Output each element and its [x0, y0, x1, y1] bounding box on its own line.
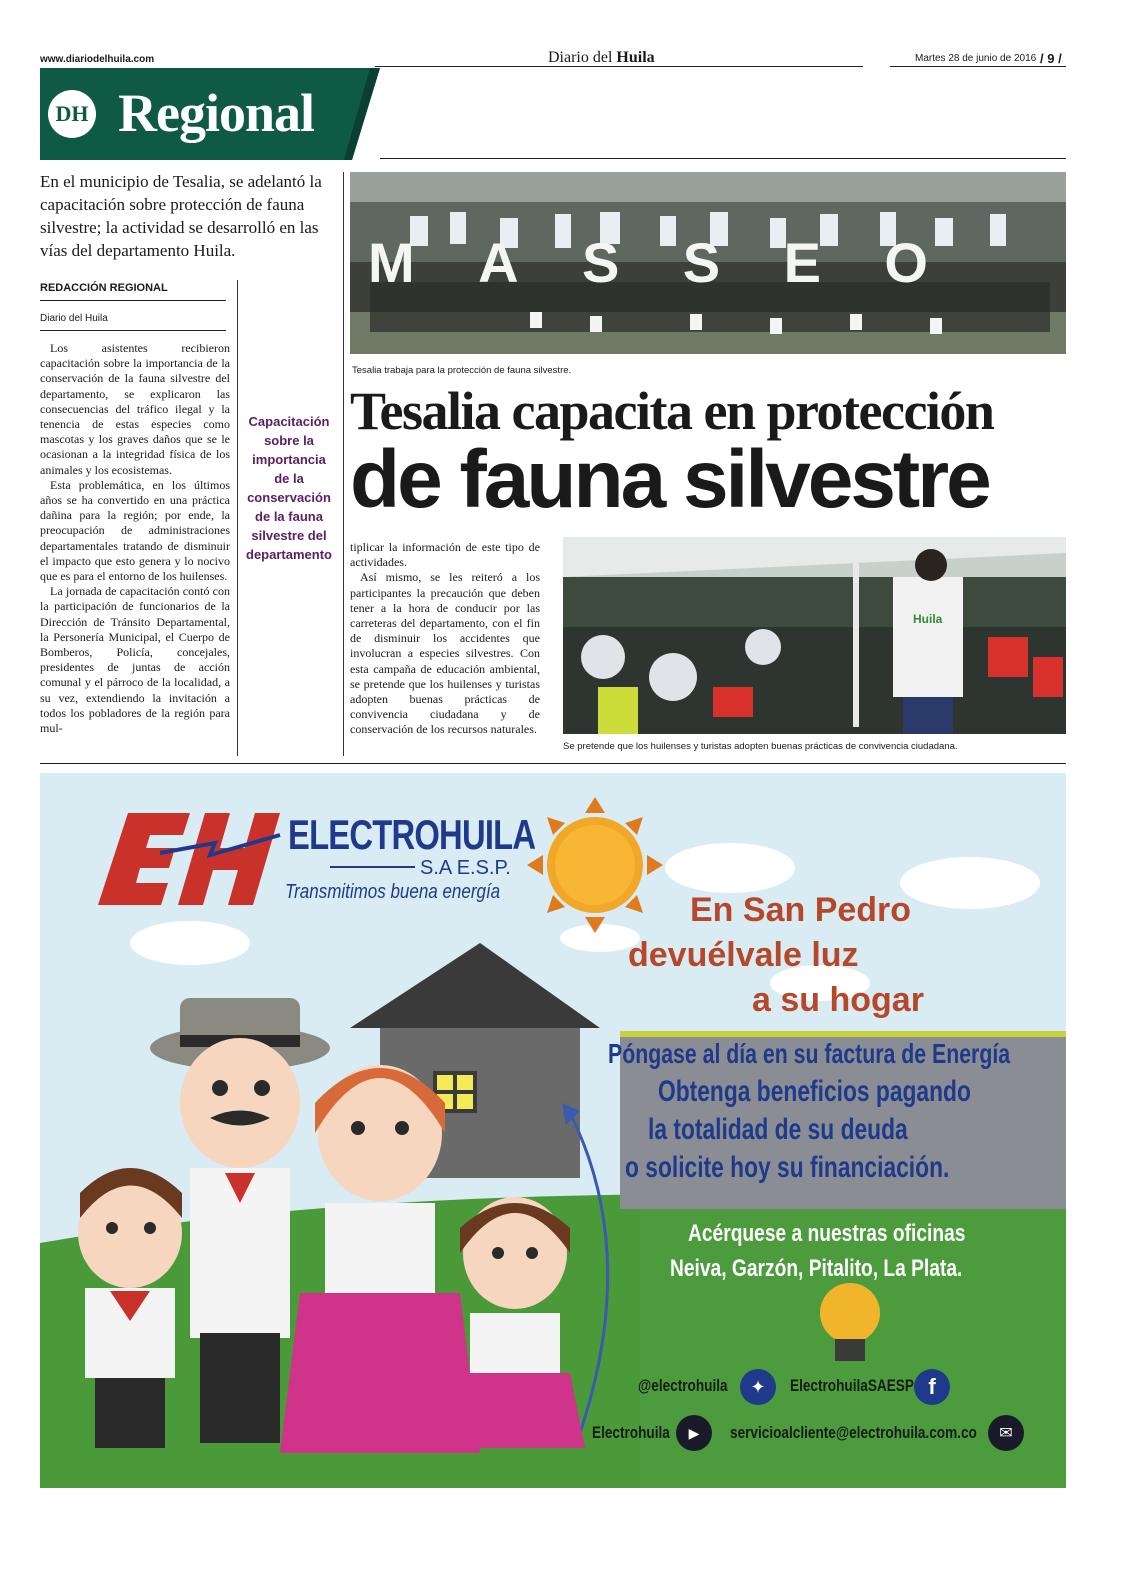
article-column-1	[40, 341, 230, 736]
email-icon[interactable]: ✉	[988, 1415, 1024, 1451]
brand-suffix: S.A E.S.P.	[420, 857, 511, 879]
offer-line-2: Obtenga beneficios pagando	[658, 1075, 971, 1108]
offer-line-3: la totalidad de su deuda	[648, 1113, 908, 1146]
ad-top-rule	[40, 763, 1066, 764]
source-rule	[40, 330, 226, 331]
paragraph: tiplicar la información de este tipo de actividades.	[350, 540, 540, 570]
sign-letter: E	[783, 231, 821, 294]
photo2-caption: Se pretende que los huilenses y turistas adopten buenas prácticas de convivencia ciudadana.	[563, 741, 958, 752]
youtube-channel[interactable]: Electrohuila	[592, 1423, 670, 1442]
photo1-caption: Tesalia trabaja para la protección de fauna silvestre.	[352, 365, 572, 376]
ad-headline-3: a su hogar	[752, 981, 924, 1019]
article-lead: En el municipio de Tesalia, se adelantó la capacitación sobre protección de fauna silvestre; la actividad se desarrolló en las vías del departamento Huila.	[40, 172, 322, 260]
sign-letter: M	[368, 231, 415, 294]
paragraph: Los asistentes recibieron capacitación sobre la importancia de la conservación de la fauna silvestre del departamento, se explicaron las consecuencias del tráfico ilegal y la tenencia de estas especies como mascotas y los graves daños que se le ocasionan a la integridad física de los animales y los ecosistemas.	[40, 341, 230, 477]
facebook-handle[interactable]: ElectrohuilaSAESP	[790, 1376, 914, 1395]
group-photo	[350, 172, 1066, 354]
sign-letter: S	[581, 231, 620, 294]
column-divider	[343, 172, 344, 756]
article-column-2	[350, 540, 540, 738]
sign-letter: O	[884, 231, 928, 294]
masthead-rule	[375, 66, 863, 67]
site-url[interactable]: www.diariodelhuila.com	[40, 54, 155, 65]
sign-letter: A	[478, 231, 519, 294]
dh-logo-badge: DH	[48, 90, 96, 138]
headline-line-2: de fauna silvestre	[350, 434, 989, 525]
ad-headline-1: En San Pedro	[690, 891, 912, 929]
paragraph: La jornada de capacitación contó con la participación de funcionarios de la Dirección de Tránsito Departamental, la Personería Municipal, el Cuerpo de Bomberos, Policía, concejales, presidentes de juntas de acción comunal y el párroco de la localidad, a su vez, extendiendo la invitación a todos los pobladores de la región para mul-	[40, 584, 230, 736]
shirt-logo: Huila	[913, 612, 943, 626]
offer-line-4: o solicite hoy su financiación.	[625, 1151, 950, 1184]
paper-name-part2: Huila	[616, 49, 655, 66]
offices-list: Neiva, Garzón, Pitalito, La Plata.	[670, 1255, 963, 1282]
workshop-photo	[563, 537, 1066, 734]
source: Diario del Huila	[40, 313, 108, 324]
pull-quote: Capacitación sobre la importancia de la conservación de la fauna silvestre del departamento	[246, 414, 332, 562]
page-date: Martes 28 de junio de 2016	[915, 53, 1037, 64]
sign-letters	[368, 230, 928, 295]
section-title: Regional	[118, 83, 315, 143]
page-number: / 9 /	[1040, 51, 1062, 66]
masthead-rule-right	[890, 66, 1066, 67]
twitter-icon[interactable]: ✦	[740, 1369, 776, 1405]
sun-icon	[527, 797, 663, 933]
brand-slogan: Transmitimos buena energía	[285, 881, 501, 903]
byline-rule	[40, 300, 226, 301]
offices-title: Acérquese a nuestras oficinas	[688, 1220, 966, 1247]
electrohuila-advertisement	[40, 773, 1066, 1488]
byline: REDACCIÓN REGIONAL	[40, 282, 168, 294]
twitter-handle[interactable]: @electrohuila	[638, 1376, 728, 1395]
paragraph: Esta problemática, en los últimos años se ha convertido en una práctica dañina para la región; por ende, la preocupación de administraciones departamentales tratando de disminuir el impacto que esto genera y lo nocivo que es para el entorno de los huilenses.	[40, 477, 230, 584]
paper-name-part1: Diario del	[548, 49, 617, 66]
youtube-icon[interactable]: ▶	[676, 1415, 712, 1451]
contact-email[interactable]: servicioalcliente@electrohuila.com.co	[730, 1423, 977, 1442]
paper-name	[548, 49, 655, 67]
brand-name: ELECTROHUILA	[288, 811, 536, 858]
ad-headline-2: devuélvale luz	[628, 936, 859, 974]
sign-letter: S	[682, 231, 721, 294]
offer-line-1: Póngase al día en su factura de Energía	[608, 1038, 1011, 1069]
section-rule	[380, 158, 1066, 159]
column-divider	[237, 280, 238, 756]
facebook-icon[interactable]: f	[914, 1369, 950, 1405]
headline-line-1: Tesalia capacita en protección	[350, 381, 994, 441]
paragraph: Así mismo, se les reiteró a los participantes la precaución que deben tener a la hora de conducir por las carreteras del departamento, con el fin de disminuir los accidentes que involucran a especies silvestres. Con esta campaña de educación ambiental, se pretende que los huilenses y turistas adopten buenas prácticas de convivencia ciudadana y de conservación de los recursos naturales.	[350, 570, 540, 737]
